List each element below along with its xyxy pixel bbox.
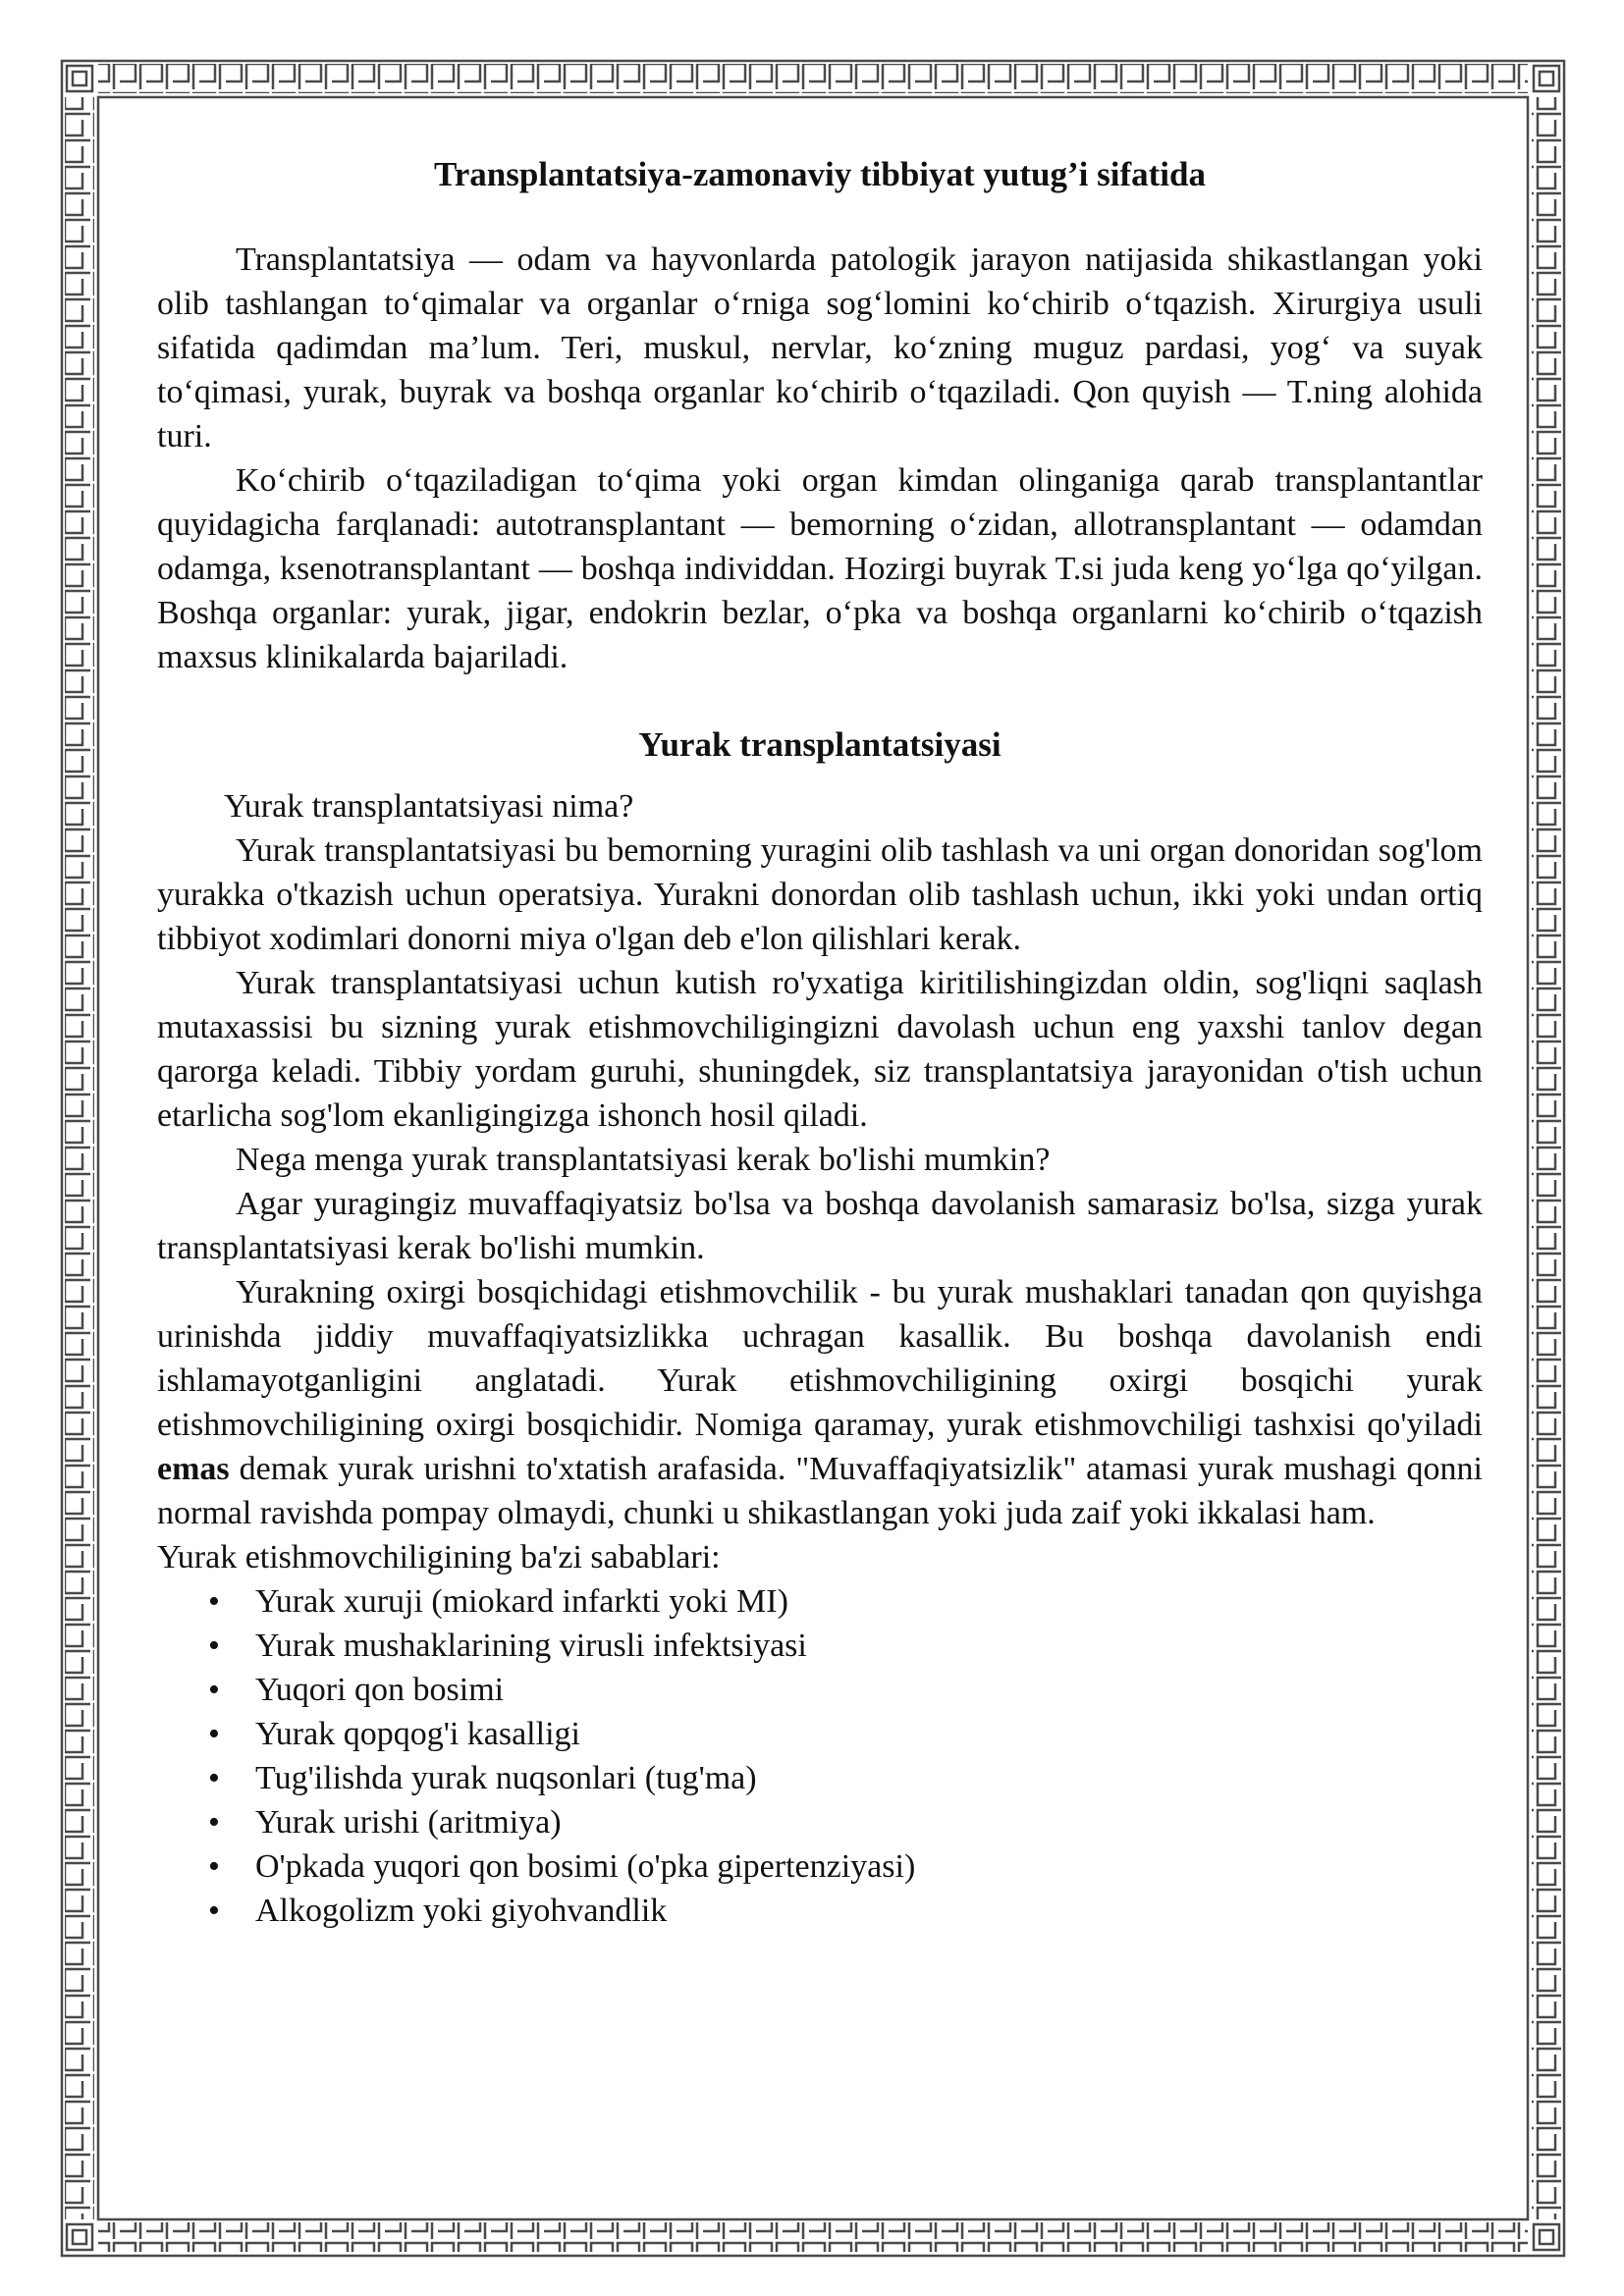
- list-item: • Alkogolizm yoki giyohvandlik: [255, 1889, 1483, 1933]
- causes-list: [157, 1579, 1483, 1933]
- list-item: • O'pkada yuqori qon bosimi (o'pka gipertenziyasi): [255, 1844, 1483, 1889]
- list-item: • Yuqori qon bosimi: [255, 1668, 1483, 1712]
- answer-paragraph: Yurak transplantatsiyasi uchun kutish ro'yxatiga kiritilishingizdan oldin, sog'liqni saqlash mutaxassisi bu sizning yurak etishmovchiligingizni davolash uchun eng yaxshi tanlov degan qarorga keladi. Tibbiy yordam guruhi, shuningdek, siz transplantatsiya jarayonidan o'tish uchun etarlicha sog'lom ekanligingizga ishonch hosil qiladi.: [157, 965, 1483, 1134]
- document-body: [157, 152, 1483, 1933]
- text-segment: demak yurak urishni to'xtatish arafasida. "Muvaffaqiyatsizlik" atamasi yurak mushagi qonni normal ravishda pompay olmaydi, chunki u shikastlangan yoki juda zaif yoki ikkalasi ham.: [157, 1451, 1483, 1531]
- section-title: Yurak transplantatsiyasi: [638, 725, 1001, 764]
- intro-paragraph: Transplantatsiya — odam va hayvonlarda patologik jarayon natijasida shikastlangan yoki olib tashlangan to‘qimalar va organlar o‘rniga sog‘lomini ko‘chirib o‘tqazish. Xirurgiya usuli sifatida qadimdan ma’lum. Teri, muskul, nervlar, ko‘zning muguz pardasi, yog‘ va suyak to‘qimasi, yurak, buyrak va boshqa organlar ko‘chirib o‘tqaziladi. Qon quyish — T.ning alohida turi.: [157, 241, 1483, 454]
- bold-emphasis: emas: [157, 1451, 230, 1487]
- question-heading: Yurak transplantatsiyasi nima?: [224, 788, 634, 825]
- causes-heading: Yurak etishmovchiligining ba'zi sabablari:: [157, 1539, 721, 1575]
- heart-failure-paragraph: [157, 1270, 1483, 1535]
- intro-paragraph: Ko‘chirib o‘tqaziladigan to‘qima yoki organ kimdan olinganiga qarab transplantantlar quyidagicha farqlanadi: autotransplantant — bemorning o‘zidan, allotransplantant — odamdan odamga, ksenotransplantant — boshqa individdan. Hozirgi buyrak T.si juda keng yo‘lga qo‘yilgan. Boshqa organlar: yurak, jigar, endokrin bezlar, o‘pka va boshqa organlarni ko‘chirib o‘tqazish maxsus klinikalarda bajariladi.: [157, 462, 1483, 675]
- list-item: • Yurak urishi (aritmiya): [255, 1800, 1483, 1844]
- list-item: • Tug'ilishda yurak nuqsonlari (tug'ma): [255, 1756, 1483, 1800]
- question-heading: Nega menga yurak transplantatsiyasi kerak bo'lishi mumkin?: [236, 1142, 1051, 1178]
- list-item: • Yurak qopqog'i kasalligi: [255, 1712, 1483, 1756]
- list-item: • Yurak xuruji (miokard infarkti yoki MI): [255, 1579, 1483, 1624]
- document-title: Transplantatsiya-zamonaviy tibbiyat yutug’i sifatida: [434, 155, 1206, 193]
- list-item: • Yurak mushaklarining virusli infektsiyasi: [255, 1624, 1483, 1668]
- answer-paragraph: Yurak transplantatsiyasi bu bemorning yuragini olib tashlash va uni organ donoridan sog'lom yurakka o'tkazish uchun operatsiya. Yurakni donordan olib tashlash uchun, ikki yoki undan ortiq tibbiyot xodimlari donorni miya o'lgan deb e'lon qilishlari kerak.: [157, 832, 1483, 957]
- text-segment: Yurakning oxirgi bosqichidagi etishmovchilik - bu yurak mushaklari tanadan qon quyishga urinishda jiddiy muvaffaqiyatsizlikka uchragan kasallik. Bu boshqa davolanish endi ishlamayotganligini anglatadi. Yurak etishmovchiligining oxirgi bosqichi yurak etishmovchiligining oxirgi bosqichidir. Nomiga qaramay, yurak etishmovchiligi tashxisi qo'yiladi: [157, 1274, 1483, 1443]
- answer-paragraph: Agar yuragingiz muvaffaqiyatsiz bo'lsa va boshqa davolanish samarasiz bo'lsa, sizga yurak transplantatsiyasi kerak bo'lishi mumkin.: [157, 1186, 1483, 1266]
